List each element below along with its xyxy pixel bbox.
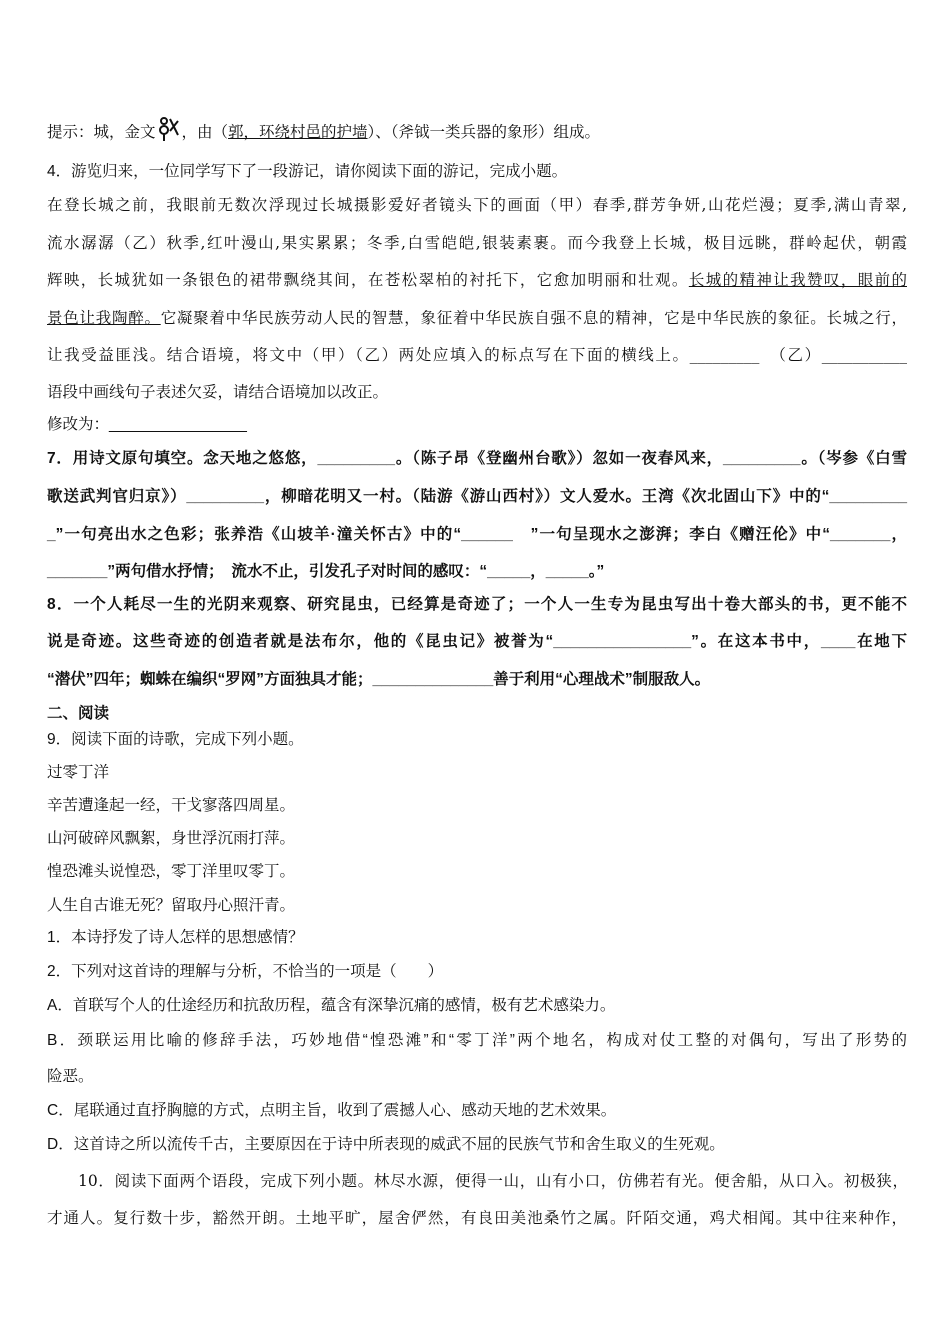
hint-text: ）、（斧钺一类兵器的象形）组成。	[367, 124, 601, 141]
hint-underlined: 郭，环绕村邑的护墙	[228, 124, 368, 141]
poem-line: 人生自古谁无死？留取丹心照汗青。	[47, 896, 296, 914]
q4-answer-line: 修改为：________________	[47, 416, 247, 433]
q4-line: 语段中画线句子表述欠妥，请结合语境加以改正。	[47, 384, 389, 401]
poem-line: 惶恐滩头说惶恐，零丁洋里叹零丁。	[47, 862, 296, 880]
section-heading: 二、阅读	[47, 705, 110, 722]
option-c: C．尾联通过直抒胸臆的方式，点明主旨，收到了震撼人心、感动天地的艺术效果。	[47, 1102, 617, 1119]
q4-line: 在登长城之前，我眼前无数次浮现过长城摄影爱好者镜头下的画面（甲）春季,群芳争妍,山花烂漫；夏季,满山青翠,	[47, 196, 907, 214]
poem-line: 山河破碎风飘絮，身世浮沉雨打萍。	[47, 829, 296, 847]
hint-line	[47, 115, 907, 143]
q7-line: 歌送武判官归京》）_________，柳暗花明又一村。（陆游《游山西村》）文人爱水。王湾《次北固山下》中的“_________	[47, 488, 907, 505]
hint-text: 提示：城，金文	[47, 124, 156, 141]
q7-line: 7．用诗文原句填空。念天地之悠悠，_________。（陈子昂《登幽州台歌》）忽如一夜春风来，_________。（岑参《白雪	[47, 450, 907, 467]
q7-line: _”一句亮出水之色彩；张养浩《山坡羊·潼关怀古》中的“______ ”一句呈现水之澎湃；李白《赠汪伦》中“_______，	[47, 526, 907, 543]
poem-line: 辛苦遭逢起一经，干戈寥落四周星。	[47, 796, 296, 814]
option-d: D．这首诗之所以流传千古，主要原因在于诗中所表现的威武不屈的民族气节和舍生取义的生死观。	[47, 1136, 725, 1153]
q9-sub1: 1．本诗抒发了诗人怎样的思想感情？	[47, 929, 304, 946]
q8-line: 8．一个人耗尽一生的光阴来观察、研究昆虫，已经算是奇迹了；一个人一生专为昆虫写出十卷大部头的书，更不能不	[47, 596, 907, 613]
q4-line: 流水潺潺（乙）秋季,红叶漫山,果实累累；冬季,白雪皑皑,银装素裹。而今我登上长城，极目远眺，群岭起伏，朝霞	[47, 234, 907, 252]
q8-line: “潜伏”四年；蜘蛛在编织“罗网”方面独具才能；______________善于利用“心理战术”制服敌人。	[47, 671, 711, 688]
q4-line	[47, 270, 907, 290]
poem-title: 过零丁洋	[47, 763, 110, 781]
bronze-script-glyph-icon	[156, 115, 182, 143]
q9-sub2: 2．下列对这首诗的理解与分析，不恰当的一项是（ ）	[47, 963, 444, 980]
option-b-cont: 险恶。	[47, 1068, 94, 1085]
q9-title: 9．阅读下面的诗歌，完成下列小题。	[47, 731, 304, 748]
q8-line: 说是奇迹。这些奇迹的创造者就是法布尔，他的《昆虫记》被誉为“________________”。在这本书中，____在地下	[47, 633, 907, 650]
option-b: B．颈联运用比喻的修辞手法，巧妙地借“惶恐滩”和“零丁洋”两个地名，构成对仗工整的对偶句，写出了形势的	[47, 1032, 907, 1049]
hint-text: ，由（	[181, 124, 229, 141]
q7-line: _______”两句借水抒情； 流水不止，引发孔子对时间的感叹：“_____，_____。”	[47, 563, 605, 580]
q4-line	[47, 308, 907, 328]
q4-line: 让我受益匪浅。结合语境，将文中（甲）（乙）两处应填入的标点写在下面的横线上。_________ （乙）___________	[47, 346, 907, 364]
q4-title: 4．游览归来，一位同学写下了一段游记，请你阅读下面的游记，完成小题。	[47, 163, 568, 180]
q10-line: 10．阅读下面两个语段，完成下列小题。林尽水源，便得一山，山有小口，仿佛若有光。便舍船，从口入。初极狭，	[78, 1172, 908, 1190]
option-a: A．首联写个人的仕途经历和抗敌历程，蕴含有深挚沉痛的感情，极有艺术感染力。	[47, 997, 616, 1014]
q10-line: 才通人。复行数十步，豁然开朗。土地平旷，屋舍俨然，有良田美池桑竹之属。阡陌交通，鸡犬相闻。其中往来种作，	[47, 1209, 907, 1227]
q4-underlined-sentence: 景色让我陶醉。	[47, 309, 161, 327]
q4-text: 它凝聚着中华民族劳动人民的智慧，象征着中华民族自强不息的精神，它是中华民族的象征。长城之行，	[160, 309, 907, 327]
q4-text: 辉映，长城犹如一条银色的裙带飘绕其间，在苍松翠柏的衬托下，它愈加明丽和壮观。	[47, 271, 689, 289]
q4-underlined-sentence: 长城的精神让我赞叹，眼前的	[688, 271, 907, 289]
